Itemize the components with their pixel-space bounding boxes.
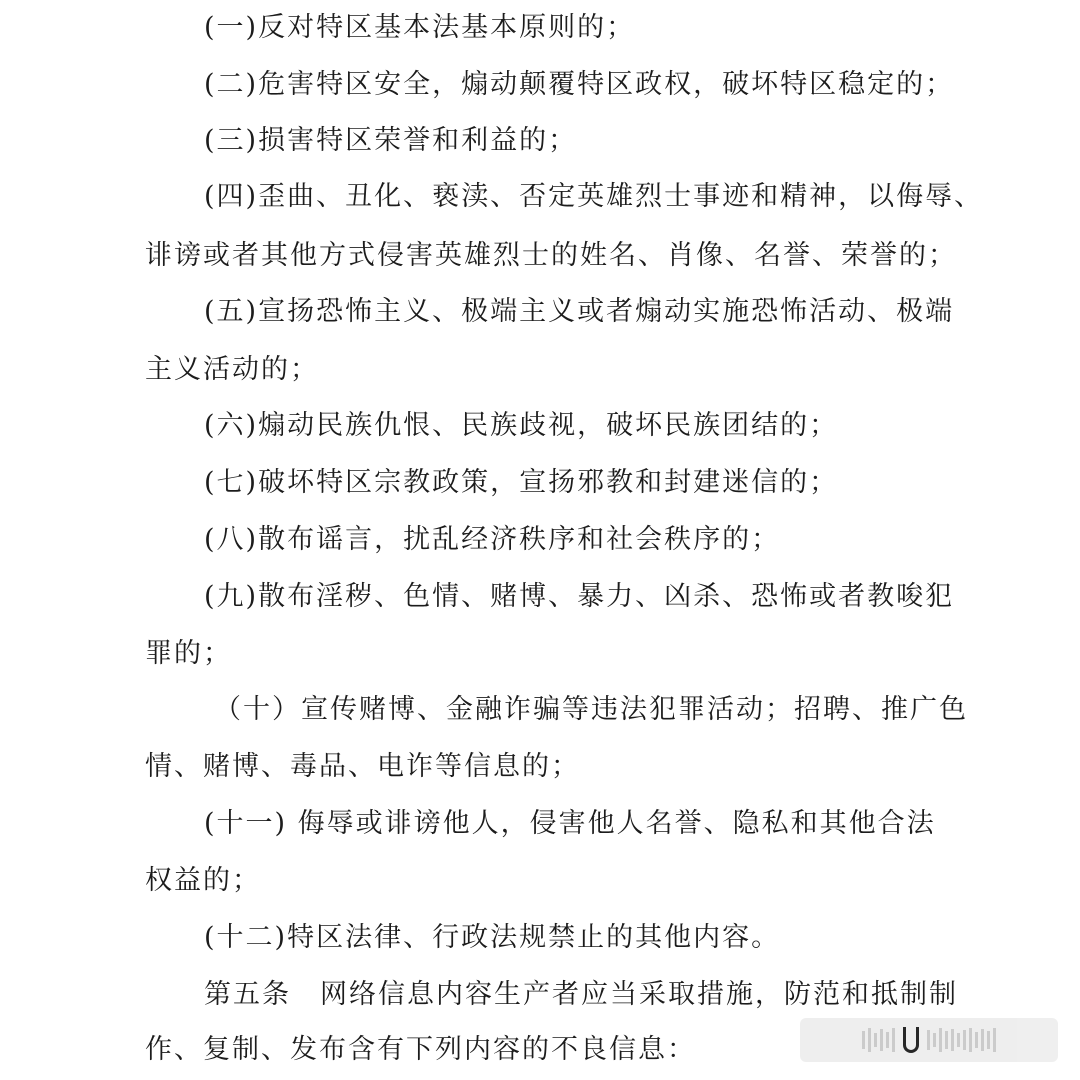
item-5-line: (五)宣扬恐怖主义、极端主义或者煽动实施恐怖活动、极端	[204, 296, 955, 327]
item-5-continuation: 主义活动的；	[145, 354, 319, 385]
item-12-line: (十二)特区法律、行政法规禁止的其他内容。	[204, 922, 781, 953]
item-4-continuation: 诽谤或者其他方式侵害英雄烈士的姓名、肖像、名誉、荣誉的；	[145, 240, 957, 271]
item-7-line: (七)破坏特区宗教政策，宣扬邪教和封建迷信的；	[204, 467, 839, 498]
watermark-bars-icon	[862, 1028, 895, 1052]
item-1-line: (一)反对特区基本法基本原则的；	[204, 12, 636, 43]
watermark-badge	[800, 1018, 1058, 1062]
item-4-line: (四)歪曲、丑化、亵渎、否定英雄烈士事迹和精神，以侮辱、	[204, 181, 984, 212]
item-3-line: (三)损害特区荣誉和利益的；	[204, 125, 578, 156]
article-5-line: 第五条 网络信息内容生产者应当采取措施，防范和抵制制	[204, 979, 958, 1010]
item-9-continuation: 罪的；	[145, 638, 232, 669]
item-8-line: (八)散布谣言，扰乱经济秩序和社会秩序的；	[204, 524, 781, 555]
item-10-continuation: 情、赌博、毒品、电诈等信息的；	[145, 751, 580, 782]
item-2-line: (二)危害特区安全，煽动颠覆特区政权，破坏特区稳定的；	[204, 69, 955, 100]
item-11-continuation: 权益的；	[145, 865, 261, 896]
item-10-line: （十）宣传赌博、金融诈骗等违法犯罪活动；招聘、推广色	[214, 694, 968, 725]
watermark-logo-icon	[903, 1027, 919, 1053]
item-11-line: (十一) 侮辱或诽谤他人，侵害他人名誉、隐私和其他合法	[204, 808, 936, 839]
watermark-bars-icon-right	[927, 1028, 996, 1052]
item-9-line: (九)散布淫秽、色情、赌博、暴力、凶杀、恐怖或者教唆犯	[204, 581, 955, 612]
article-5-continuation: 作、复制、发布含有下列内容的不良信息：	[145, 1034, 696, 1065]
item-6-line: (六)煽动民族仇恨、民族歧视，破坏民族团结的；	[204, 410, 839, 441]
